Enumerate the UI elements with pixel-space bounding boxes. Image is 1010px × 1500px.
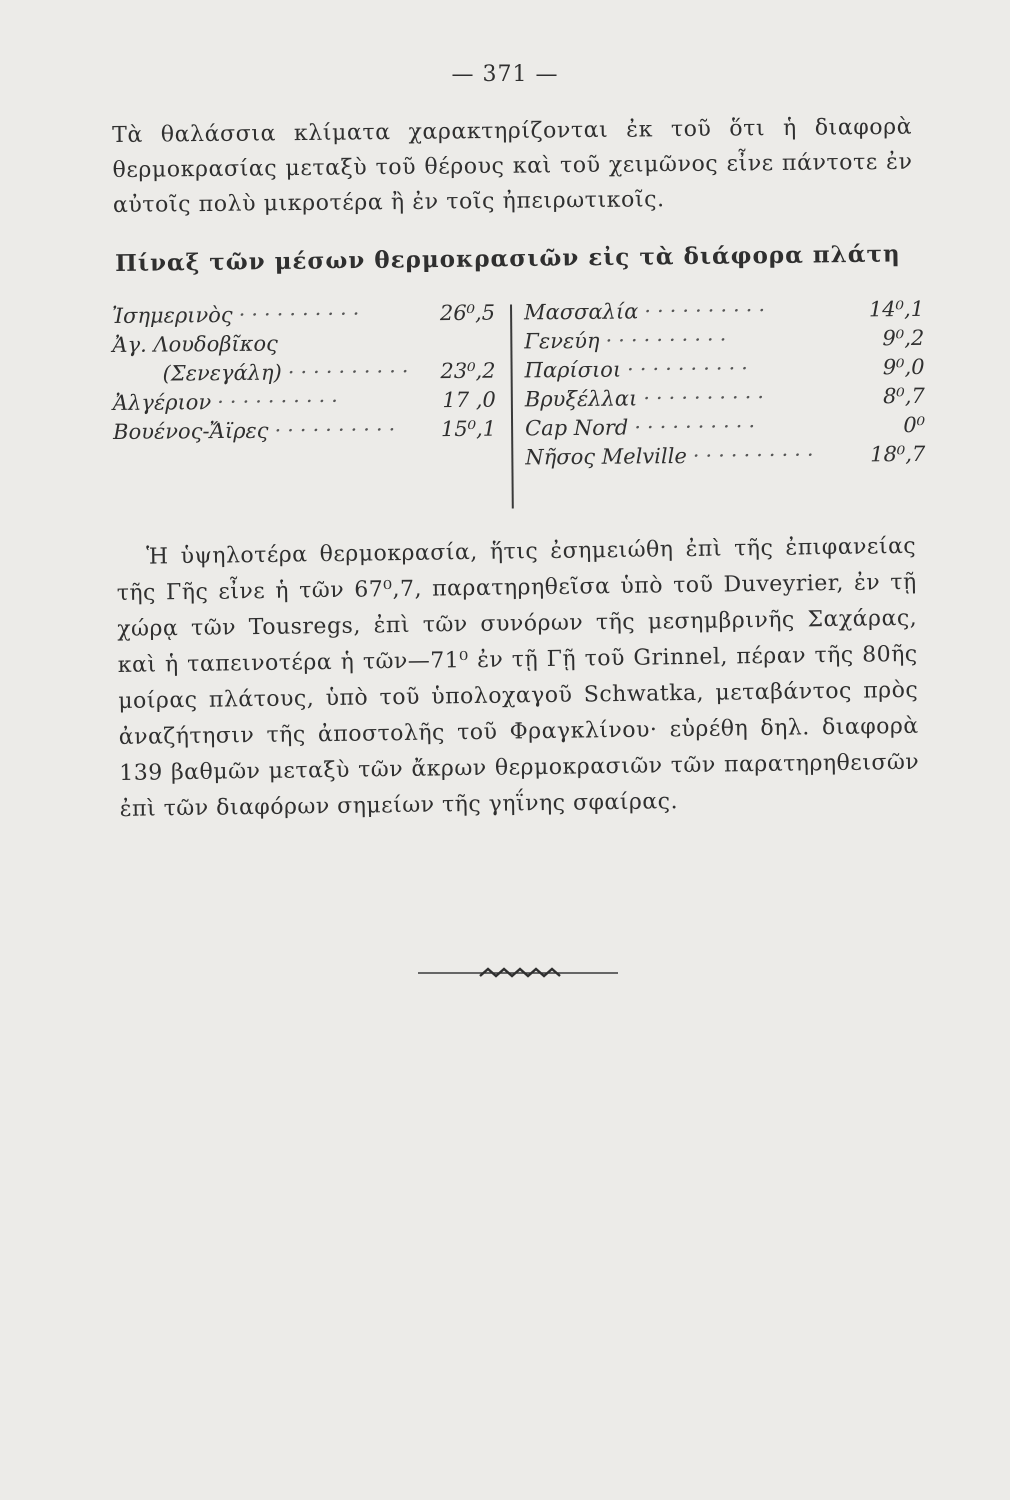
table-title: Πίναξ τῶν μέσων θερμοκρασιῶν εἰς τὰ διάφορα πλάτη [115,240,901,277]
temperature-value: 9⁰,2 [882,325,925,351]
temperature-value: 0⁰ [903,412,926,438]
temperature-value: 9⁰,0 [882,354,925,380]
temperature-table [112,297,924,514]
place-name: Νῆσος Melville [525,443,687,470]
dot-leader: ·········· [634,414,762,440]
dot-leader: ·········· [692,442,820,468]
intro-paragraph: Τὰ θαλάσσια κλίματα χαρακτηρίζονται ἐκ τοῦ ὅτι ἡ διαφορὰ θερμοκρασίας μεταξὺ τοῦ θέρους καὶ τοῦ χειμῶνος εἶνε πάντοτε ἐν αὐτοῖς πολὺ μικροτέρα ἢ ἐν τοῖς ἠπειρωτικοῖς. [112,114,913,218]
table-row [525,413,925,445]
temperature-value: 15⁰,1 [440,416,497,442]
table-row [113,417,508,449]
temperature-value: 23⁰,2 [440,358,496,384]
temperature-value [427,349,507,350]
place-name: Cap Nord [524,415,629,441]
table-left-column [112,301,508,449]
temperature-value: 17 ,0 [442,387,496,413]
table-row [525,384,925,416]
dot-leader: ·········· [274,417,402,443]
place-name: Ἀγ. Λουδοβῖκος [112,331,278,357]
place-name: Ἰσημερινὸς [112,302,233,328]
place-name: Γενεύη [524,328,600,354]
temperature-value: 14⁰,1 [868,296,925,322]
table-row [524,355,924,387]
body-paragraph: Ἡ ὑψηλοτέρα θερμοκρασία, ἥτις ἐσημειώθη ἐπὶ τῆς ἐπιφανείας τῆς Γῆς εἶνε ἡ τῶν 67⁰,7, παρατηρηθεῖσα ὑπὸ τοῦ Duveyrier, ἐν τῇ χώρᾳ τῶν Tousregs, ἐπὶ τῶν συνόρων τῆς μεσημβρινῆς Σαχάρας, καὶ ἡ ταπεινοτέρα ἡ τῶν—71⁰ ἐν τῇ Γῇ τοῦ Grinnel, πέραν τῆς 80ῆς μοίρας πλάτους, ὑπὸ τοῦ ὑπολοχαγοῦ Schwatka, μεταβάντος πρὸς ἀναζήτησιν τῆς ἀποστολῆς τοῦ Φραγκλίνου· εὑρέθη δηλ. διαφορὰ 139 βαθμῶν μεταξὺ τῶν ἄκρων θερμοκρασιῶν τῶν παρατηρηθεισῶν ἐπὶ τῶν διαφόρων σημείων τῆς γηΐνης σφαίρας. [116,533,920,822]
ornament-divider [418,964,618,980]
place-name: Βουένος-Ἄϊρες [113,418,269,444]
column-divider [510,305,513,509]
place-name: Ἀλγέριον [112,390,212,415]
table-row [113,388,508,420]
dot-leader: ·········· [217,388,345,415]
table-row [112,330,507,362]
table-row [525,442,925,474]
table-row [113,359,508,391]
place-name: Βρυξέλλαι [524,386,638,412]
table-row [524,326,924,358]
dot-leader: ·········· [238,301,366,327]
place-name: Παρίσιοι [524,357,622,383]
table-row [112,301,507,333]
temperature-value: 18⁰,7 [870,441,926,467]
dot-leader: ·········· [287,359,415,385]
dot-leader: ·········· [605,327,733,353]
page-number: — 371 — [451,62,559,87]
table-row [524,297,924,329]
dot-leader: ·········· [644,298,772,324]
place-name: (Σενεγάλη) [162,360,282,386]
temperature-value: 26⁰,5 [439,300,496,326]
dot-leader: ·········· [627,356,754,382]
dot-leader: ·········· [643,385,771,411]
place-name: Μασσαλία [523,299,639,325]
temperature-value: 8⁰,7 [882,383,925,409]
table-right-column [524,297,926,474]
row-spacer [278,349,428,350]
